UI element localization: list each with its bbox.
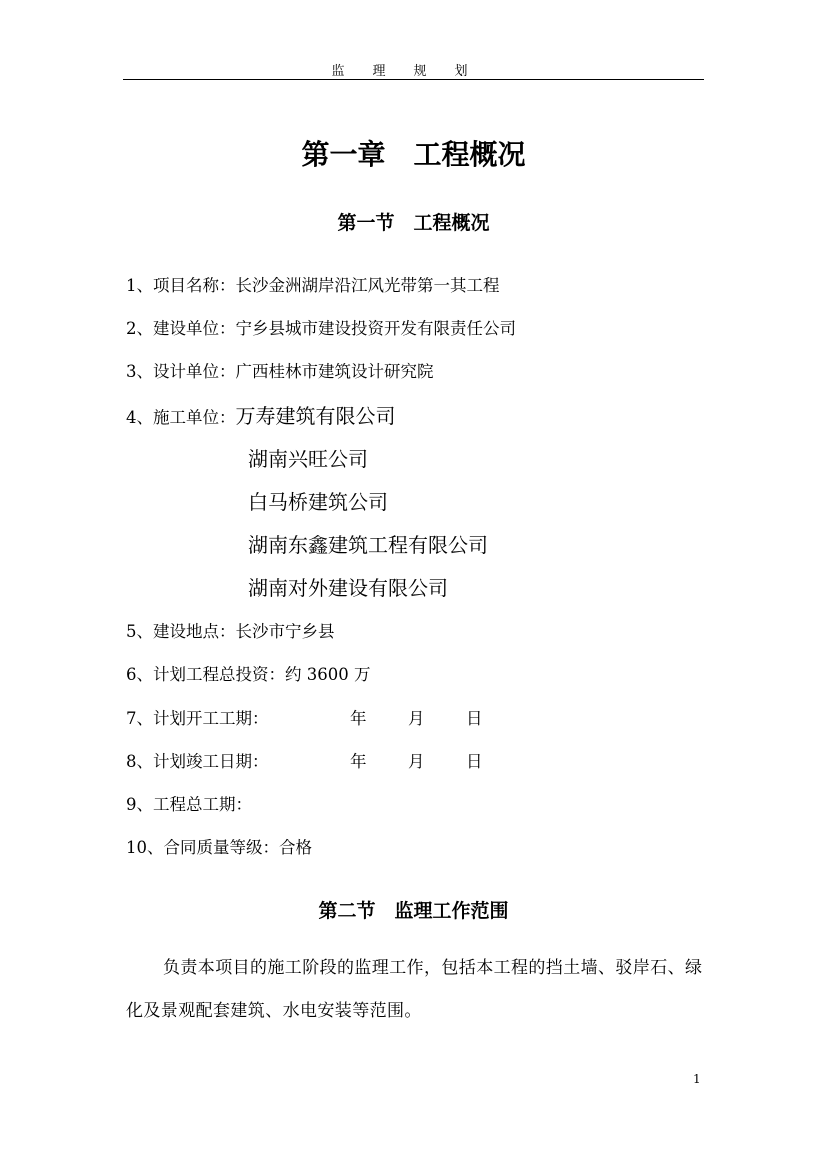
item-label: 10、合同质量等级：: [126, 838, 279, 857]
chapter-title: 第一章 工程概况: [301, 138, 526, 171]
item-value: 广西桂林市建筑设计研究院: [235, 362, 434, 381]
item-label: 9、工程总工期：: [126, 795, 252, 814]
date-day: 日: [466, 709, 483, 728]
item-quality-grade: [126, 834, 312, 858]
item-label: 3、设计单位：: [126, 362, 236, 381]
item-investment: [126, 661, 370, 685]
date-month: 月: [408, 709, 425, 728]
item-project-name: [126, 272, 500, 296]
item-value: 合格: [279, 838, 312, 857]
running-header: 监理规划: [331, 64, 496, 79]
item-value: 约 3600 万: [285, 665, 371, 684]
item-duration: [126, 791, 252, 815]
scope-paragraph: 负责本项目的施工阶段的监理工作，包括本工程的挡土墙、驳岸石、绿化及景观配套建筑、水电安装等范围。: [126, 958, 703, 1021]
item-owner: [126, 315, 516, 339]
item-value: 长沙金洲湖岸沿江风光带第一其工程: [235, 276, 500, 295]
section-title-2: 第二节 监理工作范围: [318, 900, 509, 922]
item-label: 1、项目名称：: [126, 276, 236, 295]
item-value: 宁乡县城市建设投资开发有限责任公司: [235, 319, 516, 338]
date-year: 年: [350, 709, 367, 728]
item-label: 6、计划工程总投资：: [126, 665, 285, 684]
section-title-1: 第一节 工程概况: [337, 212, 490, 234]
contractor-name: 湖南东鑫建筑工程有限公司: [248, 533, 488, 557]
item-label: 2、建设单位：: [126, 319, 236, 338]
date-year: 年: [350, 752, 367, 771]
header-rule: [123, 79, 704, 80]
item-label: 4、施工单位：: [126, 408, 236, 427]
contractor-name: 湖南兴旺公司: [248, 447, 368, 471]
item-designer: [126, 358, 434, 382]
date-day: 日: [466, 752, 483, 771]
page-number: 1: [693, 1072, 701, 1086]
item-label: 5、建设地点：: [126, 622, 236, 641]
item-value: 万寿建筑有限公司: [235, 404, 396, 428]
contractor-name: 湖南对外建设有限公司: [248, 576, 448, 600]
item-start-date: [126, 705, 269, 729]
item-label: 7、计划开工工期：: [126, 709, 269, 728]
item-contractor: [126, 400, 396, 429]
contractor-name: 白马桥建筑公司: [248, 490, 388, 514]
date-month: 月: [408, 752, 425, 771]
item-location: [126, 618, 335, 642]
item-value: 长沙市宁乡县: [235, 622, 335, 641]
item-label: 8、计划竣工日期：: [126, 752, 269, 771]
item-end-date: [126, 748, 269, 772]
